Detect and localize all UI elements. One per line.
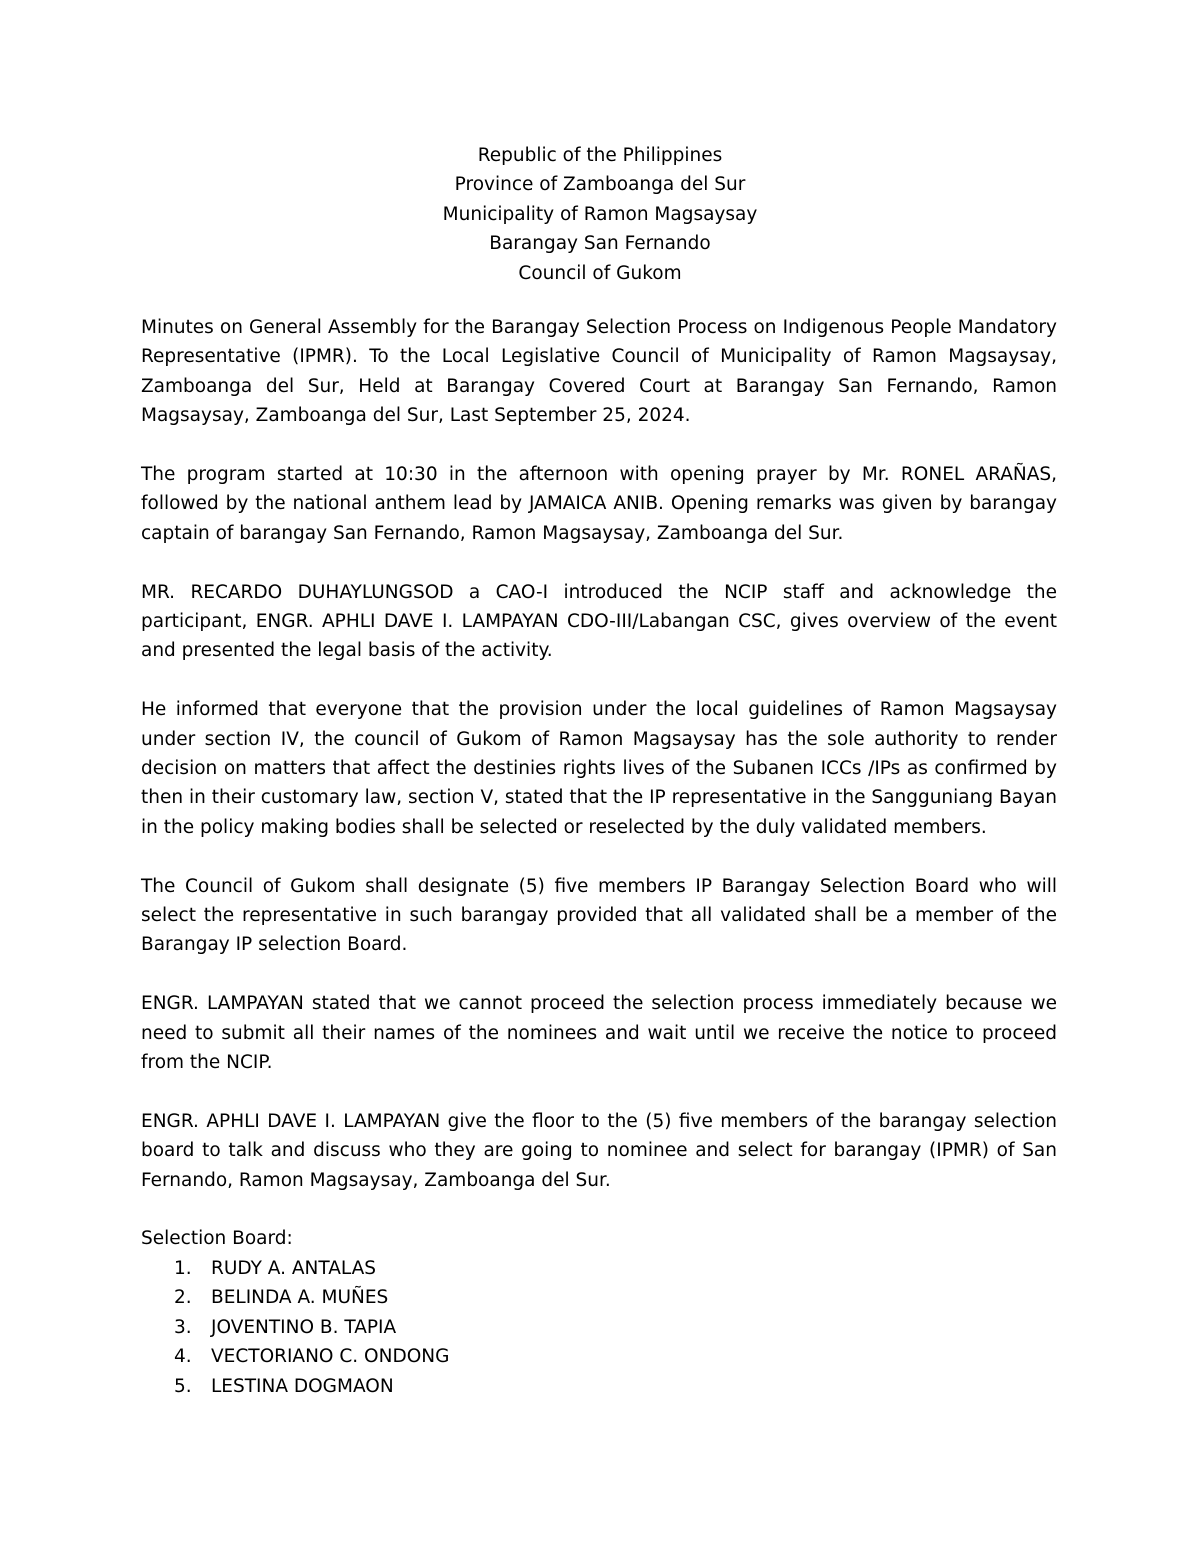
list-item-name: JOVENTINO B. TAPIA <box>211 1316 397 1338</box>
list-item-name: VECTORIANO C. ONDONG <box>211 1346 450 1368</box>
paragraph-cannot-proceed: ENGR. LAMPAYAN stated that we cannot proceed the selection process immediately because we need to submit all their names of the nominees and wait until we receive the notice to proceed from the NCIP. <box>141 993 1057 1074</box>
list-item-number: 4. <box>174 1346 192 1368</box>
list-item <box>141 1254 1057 1283</box>
list-item-name: BELINDA A. MUÑES <box>211 1287 389 1309</box>
paragraph-minutes-intro: Minutes on General Assembly for the Barangay Selection Process on Indigenous People Mandatory Representative (IPMR). To the Local Legislative Council of Municipality of Ramon Magsaysay, Zamboanga del Sur, Held at Barangay Covered Court at Barangay San Fernando, Ramon Magsaysay, Zamboanga del Sur, Last September 25, 2024. <box>141 317 1057 427</box>
paragraph-program-start: The program started at 10:30 in the afternoon with opening prayer by Mr. RONEL ARAÑAS, followed by the national anthem lead by JAMAICA ANIB. Opening remarks was given by barangay captain of barangay San Fernando, Ramon Magsaysay, Zamboanga del Sur. <box>141 464 1057 544</box>
document-header <box>0 141 1200 288</box>
list-item-number: 1. <box>174 1257 192 1279</box>
paragraph-council-designation: The Council of Gukom shall designate (5) five members IP Barangay Selection Board who will select the representative in such barangay provided that all validated shall be a member of the Barangay IP selection Board. <box>141 875 1057 956</box>
header-republic: Republic of the Philippines <box>477 145 723 166</box>
header-barangay: Barangay San Fernando <box>489 233 711 255</box>
list-item <box>141 1342 1057 1371</box>
document-body <box>141 313 1057 1401</box>
paragraph-provision: He informed that everyone that the provision under the local guidelines of Ramon Magsaysay under section IV, the council of Gukom of Ramon Magsaysay has the sole authority to render decision on matters that affect the destinies rights lives of the Subanen ICCs /IPs as confirmed by then in their customary law, section V, stated that the IP representative in the Sangguniang Bayan in the policy making bodies shall be selected or reselected by the duly validated members. <box>141 699 1058 838</box>
header-province: Province of Zamboanga del Sur <box>454 174 746 196</box>
list-item-name: RUDY A. ANTALAS <box>211 1257 377 1279</box>
list-item <box>141 1372 1057 1401</box>
list-item-number: 5. <box>174 1375 192 1397</box>
selection-board-list <box>141 1254 1057 1401</box>
paragraph-introduction: MR. RECARDO DUHAYLUNGSOD a CAO-I introduced the NCIP staff and acknowledge the participant, ENGR. APHLI DAVE I. LAMPAYAN CDO-III/Labangan CSC, gives overview of the event and presented the legal basis of the activity. <box>141 581 1057 662</box>
header-municipality: Municipality of Ramon Magsaysay <box>442 203 758 225</box>
header-council: Council of Gukom <box>518 262 682 284</box>
paragraph-floor-given: ENGR. APHLI DAVE I. LAMPAYAN give the floor to the (5) five members of the barangay selection board to talk and discuss who they are going to nominee and select for barangay (IPMR) of San Fernando, Ramon Magsaysay, Zamboanga del Sur. <box>141 1110 1057 1191</box>
list-item-name: LESTINA DOGMAON <box>211 1375 394 1397</box>
list-item <box>141 1313 1057 1342</box>
selection-board-label: Selection Board: <box>141 1228 293 1250</box>
list-item-number: 2. <box>174 1287 192 1309</box>
list-item <box>141 1283 1057 1312</box>
list-item-number: 3. <box>174 1316 192 1338</box>
